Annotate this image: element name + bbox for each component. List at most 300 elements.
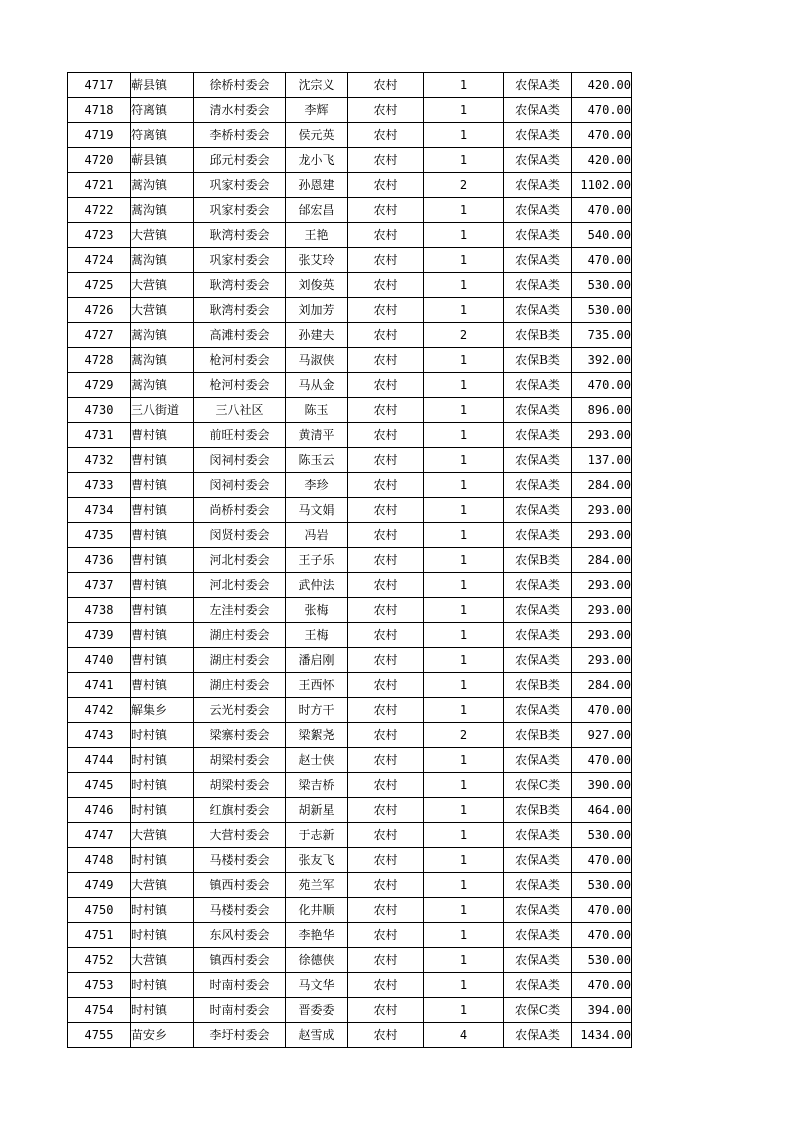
insurance-category-cell: 农保B类 bbox=[504, 723, 572, 748]
insurance-category-cell: 农保A类 bbox=[504, 573, 572, 598]
township-cell: 蕲县镇 bbox=[131, 148, 194, 173]
insurance-category-cell: 农保A类 bbox=[504, 398, 572, 423]
record-id-cell: 4740 bbox=[68, 648, 131, 673]
member-count-cell: 1 bbox=[424, 273, 504, 298]
household-type-cell: 农村 bbox=[348, 698, 424, 723]
record-id-cell: 4737 bbox=[68, 573, 131, 598]
table-row bbox=[68, 823, 632, 848]
village-cell: 邱元村委会 bbox=[194, 148, 286, 173]
record-id-cell: 4746 bbox=[68, 798, 131, 823]
village-cell: 枪河村委会 bbox=[194, 348, 286, 373]
household-type-cell: 农村 bbox=[348, 898, 424, 923]
member-count-cell: 1 bbox=[424, 998, 504, 1023]
insurance-category-cell: 农保A类 bbox=[504, 123, 572, 148]
township-cell: 解集乡 bbox=[131, 698, 194, 723]
table-row bbox=[68, 398, 632, 423]
township-cell: 曹村镇 bbox=[131, 673, 194, 698]
insurance-category-cell: 农保B类 bbox=[504, 798, 572, 823]
township-cell: 符离镇 bbox=[131, 123, 194, 148]
village-cell: 大营村委会 bbox=[194, 823, 286, 848]
insurance-category-cell: 农保A类 bbox=[504, 873, 572, 898]
insurance-category-cell: 农保B类 bbox=[504, 673, 572, 698]
household-type-cell: 农村 bbox=[348, 473, 424, 498]
member-count-cell: 1 bbox=[424, 973, 504, 998]
amount-cell: 530.00 bbox=[572, 298, 632, 323]
name-cell: 沈宗义 bbox=[286, 73, 348, 98]
name-cell: 化井顺 bbox=[286, 898, 348, 923]
member-count-cell: 1 bbox=[424, 398, 504, 423]
household-type-cell: 农村 bbox=[348, 348, 424, 373]
name-cell: 侯元英 bbox=[286, 123, 348, 148]
village-cell: 湖庄村委会 bbox=[194, 673, 286, 698]
household-type-cell: 农村 bbox=[348, 923, 424, 948]
member-count-cell: 1 bbox=[424, 73, 504, 98]
amount-cell: 470.00 bbox=[572, 248, 632, 273]
name-cell: 胡新星 bbox=[286, 798, 348, 823]
insurance-category-cell: 农保A类 bbox=[504, 248, 572, 273]
amount-cell: 470.00 bbox=[572, 698, 632, 723]
name-cell: 于志新 bbox=[286, 823, 348, 848]
township-cell: 大营镇 bbox=[131, 823, 194, 848]
table-row bbox=[68, 698, 632, 723]
member-count-cell: 1 bbox=[424, 423, 504, 448]
amount-cell: 284.00 bbox=[572, 673, 632, 698]
table-row bbox=[68, 173, 632, 198]
name-cell: 陈玉云 bbox=[286, 448, 348, 473]
name-cell: 梁絮尧 bbox=[286, 723, 348, 748]
amount-cell: 293.00 bbox=[572, 648, 632, 673]
household-type-cell: 农村 bbox=[348, 948, 424, 973]
member-count-cell: 1 bbox=[424, 898, 504, 923]
household-type-cell: 农村 bbox=[348, 623, 424, 648]
name-cell: 龙小飞 bbox=[286, 148, 348, 173]
roster-table bbox=[67, 72, 632, 1048]
record-id-cell: 4755 bbox=[68, 1023, 131, 1048]
village-cell: 闵祠村委会 bbox=[194, 473, 286, 498]
township-cell: 蒿沟镇 bbox=[131, 323, 194, 348]
name-cell: 赵士侠 bbox=[286, 748, 348, 773]
table-row bbox=[68, 673, 632, 698]
household-type-cell: 农村 bbox=[348, 398, 424, 423]
table-row bbox=[68, 273, 632, 298]
amount-cell: 420.00 bbox=[572, 73, 632, 98]
name-cell: 徐德侠 bbox=[286, 948, 348, 973]
village-cell: 东风村委会 bbox=[194, 923, 286, 948]
record-id-cell: 4741 bbox=[68, 673, 131, 698]
name-cell: 潘启刚 bbox=[286, 648, 348, 673]
township-cell: 曹村镇 bbox=[131, 473, 194, 498]
amount-cell: 470.00 bbox=[572, 373, 632, 398]
member-count-cell: 1 bbox=[424, 348, 504, 373]
name-cell: 王西怀 bbox=[286, 673, 348, 698]
township-cell: 曹村镇 bbox=[131, 498, 194, 523]
village-cell: 胡梁村委会 bbox=[194, 773, 286, 798]
township-cell: 蒿沟镇 bbox=[131, 248, 194, 273]
table-row bbox=[68, 498, 632, 523]
record-id-cell: 4717 bbox=[68, 73, 131, 98]
household-type-cell: 农村 bbox=[348, 598, 424, 623]
insurance-category-cell: 农保B类 bbox=[504, 348, 572, 373]
member-count-cell: 1 bbox=[424, 623, 504, 648]
township-cell: 蕲县镇 bbox=[131, 73, 194, 98]
household-type-cell: 农村 bbox=[348, 223, 424, 248]
village-cell: 李桥村委会 bbox=[194, 123, 286, 148]
member-count-cell: 2 bbox=[424, 173, 504, 198]
insurance-category-cell: 农保A类 bbox=[504, 748, 572, 773]
record-id-cell: 4738 bbox=[68, 598, 131, 623]
table-row bbox=[68, 448, 632, 473]
record-id-cell: 4748 bbox=[68, 848, 131, 873]
name-cell: 苑兰军 bbox=[286, 873, 348, 898]
record-id-cell: 4730 bbox=[68, 398, 131, 423]
amount-cell: 470.00 bbox=[572, 98, 632, 123]
table-row bbox=[68, 73, 632, 98]
township-cell: 曹村镇 bbox=[131, 523, 194, 548]
household-type-cell: 农村 bbox=[348, 298, 424, 323]
household-type-cell: 农村 bbox=[348, 773, 424, 798]
township-cell: 符离镇 bbox=[131, 98, 194, 123]
name-cell: 李珍 bbox=[286, 473, 348, 498]
table-row bbox=[68, 373, 632, 398]
township-cell: 曹村镇 bbox=[131, 648, 194, 673]
table-row bbox=[68, 948, 632, 973]
village-cell: 闵贤村委会 bbox=[194, 523, 286, 548]
table-row bbox=[68, 98, 632, 123]
name-cell: 邰宏昌 bbox=[286, 198, 348, 223]
table-row bbox=[68, 848, 632, 873]
member-count-cell: 1 bbox=[424, 748, 504, 773]
insurance-category-cell: 农保A类 bbox=[504, 298, 572, 323]
township-cell: 三八街道 bbox=[131, 398, 194, 423]
name-cell: 王子乐 bbox=[286, 548, 348, 573]
township-cell: 时村镇 bbox=[131, 998, 194, 1023]
insurance-category-cell: 农保A类 bbox=[504, 173, 572, 198]
table-row bbox=[68, 223, 632, 248]
table-row bbox=[68, 773, 632, 798]
table-row bbox=[68, 548, 632, 573]
record-id-cell: 4750 bbox=[68, 898, 131, 923]
record-id-cell: 4747 bbox=[68, 823, 131, 848]
name-cell: 马淑侠 bbox=[286, 348, 348, 373]
amount-cell: 1102.00 bbox=[572, 173, 632, 198]
insurance-category-cell: 农保A类 bbox=[504, 148, 572, 173]
village-cell: 李圩村委会 bbox=[194, 1023, 286, 1048]
member-count-cell: 1 bbox=[424, 98, 504, 123]
insurance-category-cell: 农保A类 bbox=[504, 973, 572, 998]
member-count-cell: 1 bbox=[424, 448, 504, 473]
insurance-category-cell: 农保C类 bbox=[504, 773, 572, 798]
table-row bbox=[68, 973, 632, 998]
insurance-category-cell: 农保A类 bbox=[504, 473, 572, 498]
member-count-cell: 1 bbox=[424, 223, 504, 248]
township-cell: 大营镇 bbox=[131, 273, 194, 298]
household-type-cell: 农村 bbox=[348, 248, 424, 273]
member-count-cell: 1 bbox=[424, 823, 504, 848]
member-count-cell: 2 bbox=[424, 723, 504, 748]
member-count-cell: 1 bbox=[424, 498, 504, 523]
township-cell: 曹村镇 bbox=[131, 573, 194, 598]
record-id-cell: 4752 bbox=[68, 948, 131, 973]
village-cell: 清水村委会 bbox=[194, 98, 286, 123]
household-type-cell: 农村 bbox=[348, 823, 424, 848]
record-id-cell: 4725 bbox=[68, 273, 131, 298]
village-cell: 尚桥村委会 bbox=[194, 498, 286, 523]
member-count-cell: 1 bbox=[424, 773, 504, 798]
insurance-category-cell: 农保A类 bbox=[504, 648, 572, 673]
household-type-cell: 农村 bbox=[348, 448, 424, 473]
household-type-cell: 农村 bbox=[348, 848, 424, 873]
member-count-cell: 1 bbox=[424, 848, 504, 873]
record-id-cell: 4734 bbox=[68, 498, 131, 523]
amount-cell: 464.00 bbox=[572, 798, 632, 823]
township-cell: 时村镇 bbox=[131, 923, 194, 948]
name-cell: 孙恩建 bbox=[286, 173, 348, 198]
amount-cell: 284.00 bbox=[572, 473, 632, 498]
name-cell: 孙建夫 bbox=[286, 323, 348, 348]
insurance-category-cell: 农保A类 bbox=[504, 898, 572, 923]
household-type-cell: 农村 bbox=[348, 273, 424, 298]
roster-body bbox=[68, 73, 632, 1048]
township-cell: 曹村镇 bbox=[131, 448, 194, 473]
household-type-cell: 农村 bbox=[348, 423, 424, 448]
insurance-category-cell: 农保A类 bbox=[504, 623, 572, 648]
village-cell: 胡梁村委会 bbox=[194, 748, 286, 773]
table-row bbox=[68, 748, 632, 773]
member-count-cell: 1 bbox=[424, 548, 504, 573]
name-cell: 晋委委 bbox=[286, 998, 348, 1023]
township-cell: 曹村镇 bbox=[131, 598, 194, 623]
village-cell: 左洼村委会 bbox=[194, 598, 286, 623]
village-cell: 耿湾村委会 bbox=[194, 223, 286, 248]
household-type-cell: 农村 bbox=[348, 523, 424, 548]
record-id-cell: 4723 bbox=[68, 223, 131, 248]
household-type-cell: 农村 bbox=[348, 323, 424, 348]
amount-cell: 1434.00 bbox=[572, 1023, 632, 1048]
insurance-category-cell: 农保A类 bbox=[504, 198, 572, 223]
table-row bbox=[68, 623, 632, 648]
amount-cell: 470.00 bbox=[572, 973, 632, 998]
household-type-cell: 农村 bbox=[348, 98, 424, 123]
township-cell: 时村镇 bbox=[131, 723, 194, 748]
village-cell: 巩家村委会 bbox=[194, 248, 286, 273]
amount-cell: 530.00 bbox=[572, 948, 632, 973]
township-cell: 时村镇 bbox=[131, 773, 194, 798]
record-id-cell: 4727 bbox=[68, 323, 131, 348]
name-cell: 马从金 bbox=[286, 373, 348, 398]
township-cell: 大营镇 bbox=[131, 223, 194, 248]
insurance-category-cell: 农保A类 bbox=[504, 598, 572, 623]
name-cell: 李艳华 bbox=[286, 923, 348, 948]
village-cell: 耿湾村委会 bbox=[194, 298, 286, 323]
amount-cell: 896.00 bbox=[572, 398, 632, 423]
record-id-cell: 4720 bbox=[68, 148, 131, 173]
record-id-cell: 4745 bbox=[68, 773, 131, 798]
household-type-cell: 农村 bbox=[348, 1023, 424, 1048]
township-cell: 蒿沟镇 bbox=[131, 373, 194, 398]
amount-cell: 540.00 bbox=[572, 223, 632, 248]
table-row bbox=[68, 473, 632, 498]
household-type-cell: 农村 bbox=[348, 173, 424, 198]
record-id-cell: 4735 bbox=[68, 523, 131, 548]
name-cell: 张友飞 bbox=[286, 848, 348, 873]
table-row bbox=[68, 298, 632, 323]
amount-cell: 470.00 bbox=[572, 198, 632, 223]
record-id-cell: 4754 bbox=[68, 998, 131, 1023]
record-id-cell: 4753 bbox=[68, 973, 131, 998]
amount-cell: 530.00 bbox=[572, 273, 632, 298]
household-type-cell: 农村 bbox=[348, 798, 424, 823]
village-cell: 耿湾村委会 bbox=[194, 273, 286, 298]
household-type-cell: 农村 bbox=[348, 873, 424, 898]
name-cell: 刘加芳 bbox=[286, 298, 348, 323]
household-type-cell: 农村 bbox=[348, 198, 424, 223]
township-cell: 时村镇 bbox=[131, 748, 194, 773]
record-id-cell: 4732 bbox=[68, 448, 131, 473]
table-row bbox=[68, 348, 632, 373]
household-type-cell: 农村 bbox=[348, 998, 424, 1023]
household-type-cell: 农村 bbox=[348, 498, 424, 523]
record-id-cell: 4718 bbox=[68, 98, 131, 123]
table-row bbox=[68, 523, 632, 548]
insurance-category-cell: 农保A类 bbox=[504, 698, 572, 723]
village-cell: 河北村委会 bbox=[194, 573, 286, 598]
insurance-category-cell: 农保A类 bbox=[504, 523, 572, 548]
member-count-cell: 1 bbox=[424, 573, 504, 598]
amount-cell: 470.00 bbox=[572, 748, 632, 773]
amount-cell: 470.00 bbox=[572, 123, 632, 148]
record-id-cell: 4728 bbox=[68, 348, 131, 373]
township-cell: 苗安乡 bbox=[131, 1023, 194, 1048]
record-id-cell: 4743 bbox=[68, 723, 131, 748]
township-cell: 时村镇 bbox=[131, 973, 194, 998]
amount-cell: 390.00 bbox=[572, 773, 632, 798]
village-cell: 湖庄村委会 bbox=[194, 648, 286, 673]
member-count-cell: 1 bbox=[424, 248, 504, 273]
village-cell: 徐桥村委会 bbox=[194, 73, 286, 98]
amount-cell: 530.00 bbox=[572, 873, 632, 898]
amount-cell: 470.00 bbox=[572, 848, 632, 873]
township-cell: 曹村镇 bbox=[131, 548, 194, 573]
village-cell: 镇西村委会 bbox=[194, 873, 286, 898]
insurance-category-cell: 农保A类 bbox=[504, 923, 572, 948]
table-row bbox=[68, 248, 632, 273]
village-cell: 梁寨村委会 bbox=[194, 723, 286, 748]
name-cell: 陈玉 bbox=[286, 398, 348, 423]
household-type-cell: 农村 bbox=[348, 673, 424, 698]
member-count-cell: 1 bbox=[424, 948, 504, 973]
amount-cell: 293.00 bbox=[572, 523, 632, 548]
village-cell: 时南村委会 bbox=[194, 973, 286, 998]
village-cell: 巩家村委会 bbox=[194, 198, 286, 223]
table-row bbox=[68, 123, 632, 148]
village-cell: 镇西村委会 bbox=[194, 948, 286, 973]
household-type-cell: 农村 bbox=[348, 723, 424, 748]
amount-cell: 284.00 bbox=[572, 548, 632, 573]
table-row bbox=[68, 1023, 632, 1048]
amount-cell: 293.00 bbox=[572, 573, 632, 598]
household-type-cell: 农村 bbox=[348, 973, 424, 998]
household-type-cell: 农村 bbox=[348, 73, 424, 98]
village-cell: 河北村委会 bbox=[194, 548, 286, 573]
record-id-cell: 4721 bbox=[68, 173, 131, 198]
township-cell: 蒿沟镇 bbox=[131, 198, 194, 223]
name-cell: 黄清平 bbox=[286, 423, 348, 448]
township-cell: 时村镇 bbox=[131, 798, 194, 823]
amount-cell: 470.00 bbox=[572, 923, 632, 948]
village-cell: 三八社区 bbox=[194, 398, 286, 423]
table-row bbox=[68, 198, 632, 223]
member-count-cell: 1 bbox=[424, 473, 504, 498]
village-cell: 枪河村委会 bbox=[194, 373, 286, 398]
record-id-cell: 4722 bbox=[68, 198, 131, 223]
township-cell: 大营镇 bbox=[131, 873, 194, 898]
record-id-cell: 4744 bbox=[68, 748, 131, 773]
name-cell: 张梅 bbox=[286, 598, 348, 623]
village-cell: 湖庄村委会 bbox=[194, 623, 286, 648]
table-row bbox=[68, 923, 632, 948]
insurance-category-cell: 农保A类 bbox=[504, 273, 572, 298]
township-cell: 曹村镇 bbox=[131, 623, 194, 648]
name-cell: 时方干 bbox=[286, 698, 348, 723]
member-count-cell: 1 bbox=[424, 148, 504, 173]
amount-cell: 927.00 bbox=[572, 723, 632, 748]
township-cell: 时村镇 bbox=[131, 848, 194, 873]
village-cell: 红旗村委会 bbox=[194, 798, 286, 823]
insurance-category-cell: 农保B类 bbox=[504, 323, 572, 348]
member-count-cell: 2 bbox=[424, 323, 504, 348]
table-row bbox=[68, 598, 632, 623]
name-cell: 王梅 bbox=[286, 623, 348, 648]
amount-cell: 394.00 bbox=[572, 998, 632, 1023]
record-id-cell: 4731 bbox=[68, 423, 131, 448]
table-row bbox=[68, 323, 632, 348]
household-type-cell: 农村 bbox=[348, 748, 424, 773]
member-count-cell: 1 bbox=[424, 798, 504, 823]
name-cell: 王艳 bbox=[286, 223, 348, 248]
record-id-cell: 4751 bbox=[68, 923, 131, 948]
township-cell: 蒿沟镇 bbox=[131, 173, 194, 198]
member-count-cell: 1 bbox=[424, 673, 504, 698]
record-id-cell: 4742 bbox=[68, 698, 131, 723]
township-cell: 时村镇 bbox=[131, 898, 194, 923]
household-type-cell: 农村 bbox=[348, 373, 424, 398]
amount-cell: 293.00 bbox=[572, 623, 632, 648]
member-count-cell: 1 bbox=[424, 598, 504, 623]
table-row bbox=[68, 798, 632, 823]
amount-cell: 137.00 bbox=[572, 448, 632, 473]
insurance-category-cell: 农保C类 bbox=[504, 998, 572, 1023]
village-cell: 马楼村委会 bbox=[194, 848, 286, 873]
village-cell: 时南村委会 bbox=[194, 998, 286, 1023]
record-id-cell: 4729 bbox=[68, 373, 131, 398]
name-cell: 梁吉桥 bbox=[286, 773, 348, 798]
household-type-cell: 农村 bbox=[348, 148, 424, 173]
township-cell: 大营镇 bbox=[131, 298, 194, 323]
amount-cell: 293.00 bbox=[572, 498, 632, 523]
household-type-cell: 农村 bbox=[348, 548, 424, 573]
township-cell: 大营镇 bbox=[131, 948, 194, 973]
name-cell: 刘俊英 bbox=[286, 273, 348, 298]
insurance-category-cell: 农保B类 bbox=[504, 548, 572, 573]
village-cell: 马楼村委会 bbox=[194, 898, 286, 923]
name-cell: 张艾玲 bbox=[286, 248, 348, 273]
insurance-category-cell: 农保A类 bbox=[504, 98, 572, 123]
record-id-cell: 4739 bbox=[68, 623, 131, 648]
insurance-category-cell: 农保A类 bbox=[504, 223, 572, 248]
insurance-category-cell: 农保A类 bbox=[504, 1023, 572, 1048]
table-row bbox=[68, 898, 632, 923]
table-row bbox=[68, 873, 632, 898]
